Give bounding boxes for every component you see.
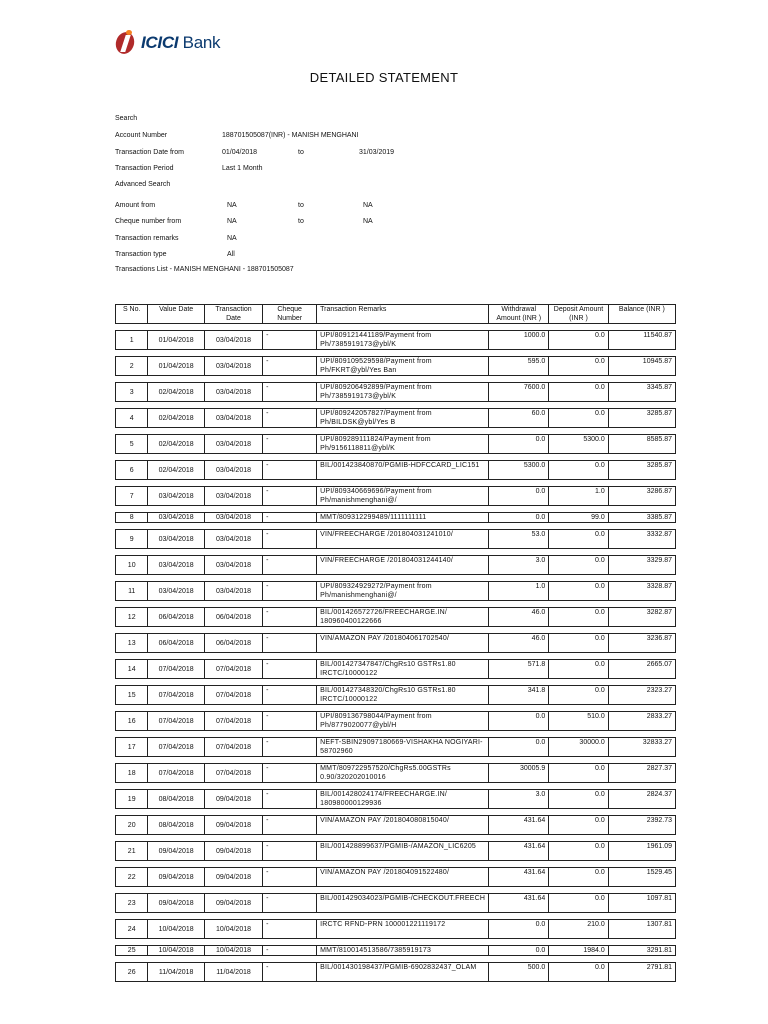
cell-balance: 3332.87 [609, 529, 676, 549]
cell-cheque-number: - [263, 512, 317, 523]
cell-balance: 2665.07 [609, 659, 676, 679]
cell-sno: 14 [115, 659, 148, 679]
cell-remarks: BIL/001426572726/FREECHARGE.IN/ 180960400122666 [317, 607, 489, 627]
cell-withdrawal: 431.64 [489, 815, 549, 835]
cell-cheque-number: - [263, 555, 317, 575]
cell-value-date: 02/04/2018 [148, 460, 204, 480]
cell-cheque-number: - [263, 737, 317, 757]
cell-transaction-date: 03/04/2018 [205, 529, 263, 549]
cell-sno: 3 [115, 382, 148, 402]
table-row [115, 945, 676, 956]
cell-balance: 1961.09 [609, 841, 676, 861]
cell-deposit: 0.0 [549, 893, 608, 913]
cell-cheque-number: - [263, 815, 317, 835]
cell-sno: 10 [115, 555, 148, 575]
cell-balance: 3282.87 [609, 607, 676, 627]
icici-bank-logo [116, 30, 220, 56]
cell-transaction-date: 03/04/2018 [205, 555, 263, 575]
table-row [115, 893, 676, 913]
cell-transaction-date: 03/04/2018 [205, 512, 263, 523]
cell-balance: 11540.87 [609, 330, 676, 350]
cell-sno: 4 [115, 408, 148, 428]
cell-transaction-date: 03/04/2018 [205, 382, 263, 402]
cell-withdrawal: 595.0 [489, 356, 549, 376]
cell-transaction-date: 09/04/2018 [205, 815, 263, 835]
cell-value-date: 07/04/2018 [148, 685, 204, 705]
cell-transaction-date: 03/04/2018 [205, 330, 263, 350]
cell-cheque-number: - [263, 330, 317, 350]
header-remarks: Transaction Remarks [317, 304, 489, 324]
cell-transaction-date: 07/04/2018 [205, 685, 263, 705]
cell-sno: 1 [115, 330, 148, 350]
cell-balance: 1529.45 [609, 867, 676, 887]
cell-sno: 20 [115, 815, 148, 835]
cell-cheque-number: - [263, 919, 317, 939]
header-balance: Balance (INR ) [609, 304, 676, 324]
table-row [115, 408, 676, 428]
cell-remarks: MMT/809722957520/ChgRs5.00GSTRs 0.90/320202010016 [317, 763, 489, 783]
table-row [115, 486, 676, 506]
cell-sno: 21 [115, 841, 148, 861]
cell-balance: 3285.87 [609, 460, 676, 480]
table-row [115, 460, 676, 480]
cell-deposit: 0.0 [549, 382, 608, 402]
cell-value-date: 06/04/2018 [148, 607, 204, 627]
cell-sno: 17 [115, 737, 148, 757]
cell-deposit: 0.0 [549, 607, 608, 627]
cell-sno: 8 [115, 512, 148, 523]
cell-remarks: VIN/AMAZON PAY /201804091522480/ [317, 867, 489, 887]
cell-remarks: UPI/809242057827/Payment from Ph/BILDSK@ybl/Yes B [317, 408, 489, 428]
table-row [115, 512, 676, 523]
account-label: Account Number [115, 132, 168, 139]
table-row [115, 919, 676, 939]
table-row [115, 382, 676, 402]
cell-transaction-date: 09/04/2018 [205, 867, 263, 887]
cell-deposit: 0.0 [549, 356, 608, 376]
cell-withdrawal: 431.64 [489, 893, 549, 913]
cell-withdrawal: 7600.0 [489, 382, 549, 402]
cell-sno: 13 [115, 633, 148, 653]
cell-cheque-number: - [263, 763, 317, 783]
cell-transaction-date: 03/04/2018 [205, 434, 263, 454]
cell-withdrawal: 341.8 [489, 685, 549, 705]
cell-balance: 3345.87 [609, 382, 676, 402]
cell-value-date: 10/04/2018 [148, 919, 204, 939]
cell-sno: 16 [115, 711, 148, 731]
cell-transaction-date: 07/04/2018 [205, 659, 263, 679]
cell-cheque-number: - [263, 685, 317, 705]
date-to-label: to [298, 149, 304, 156]
cell-sno: 11 [115, 581, 148, 601]
cell-remarks: BIL/001429034023/PGMIB-/CHECKOUT.FREECH [317, 893, 489, 913]
cell-deposit: 0.0 [549, 529, 608, 549]
date-from-label: Transaction Date from [115, 149, 184, 156]
table-row [115, 529, 676, 549]
cell-balance: 2791.81 [609, 962, 676, 982]
cell-sno: 19 [115, 789, 148, 809]
cell-value-date: 09/04/2018 [148, 867, 204, 887]
period-label: Transaction Period [115, 165, 174, 172]
cell-cheque-number: - [263, 711, 317, 731]
cell-remarks: BIL/001427347847/ChgRs10 GSTRs1.80 IRCTC/10000122 [317, 659, 489, 679]
search-label: Search [115, 115, 138, 122]
cell-remarks: BIL/001428024174/FREECHARGE.IN/ 180980000129936 [317, 789, 489, 809]
cell-withdrawal: 53.0 [489, 529, 549, 549]
header-value-date: Value Date [148, 304, 204, 324]
cell-remarks: BIL/001428899637/PGMIB-/AMAZON_LIC6205 [317, 841, 489, 861]
cell-sno: 5 [115, 434, 148, 454]
cell-value-date: 07/04/2018 [148, 659, 204, 679]
header-deposit: Deposit Amount (INR ) [549, 304, 608, 324]
cheque-from-label: Cheque number from [115, 218, 182, 225]
amount-from-value: NA [227, 202, 237, 209]
cell-value-date: 03/04/2018 [148, 486, 204, 506]
cell-withdrawal: 0.0 [489, 919, 549, 939]
cell-deposit: 0.0 [549, 408, 608, 428]
cell-cheque-number: - [263, 633, 317, 653]
cell-transaction-date: 03/04/2018 [205, 408, 263, 428]
cell-transaction-date: 07/04/2018 [205, 711, 263, 731]
cell-remarks: MMT/809312299489/1111111111 [317, 512, 489, 523]
cell-remarks: NEFT-SBIN29097180669-VISHAKHA NOGIYARI-58702960 [317, 737, 489, 757]
advanced-search-label: Advanced Search [115, 181, 171, 188]
cell-transaction-date: 07/04/2018 [205, 763, 263, 783]
cell-cheque-number: - [263, 607, 317, 627]
type-value: All [227, 251, 235, 258]
cheque-to-label: to [298, 218, 304, 225]
cell-deposit: 99.0 [549, 512, 608, 523]
cell-remarks: UPI/809206492899/Payment from Ph/7385919173@ybl/K [317, 382, 489, 402]
cell-withdrawal: 431.64 [489, 867, 549, 887]
cell-value-date: 11/04/2018 [148, 962, 204, 982]
table-row [115, 962, 676, 982]
cell-sno: 15 [115, 685, 148, 705]
date-to-value: 31/03/2019 [359, 149, 395, 156]
header-cheque-number: Cheque Number [263, 304, 317, 324]
cell-value-date: 07/04/2018 [148, 763, 204, 783]
cell-deposit: 0.0 [549, 815, 608, 835]
cell-balance: 3285.87 [609, 408, 676, 428]
cell-sno: 24 [115, 919, 148, 939]
cell-value-date: 03/04/2018 [148, 512, 204, 523]
cell-balance: 2833.27 [609, 711, 676, 731]
table-row [115, 659, 676, 679]
cell-balance: 3236.87 [609, 633, 676, 653]
cell-remarks: UPI/809121441189/Payment from Ph/7385919173@ybl/K [317, 330, 489, 350]
cell-transaction-date: 09/04/2018 [205, 893, 263, 913]
table-row [115, 763, 676, 783]
cell-remarks: UPI/809289111824/Payment from Ph/9156118811@ybl/K [317, 434, 489, 454]
header-withdrawal: Withdrawal Amount (INR ) [489, 304, 549, 324]
cell-transaction-date: 06/04/2018 [205, 633, 263, 653]
cell-value-date: 09/04/2018 [148, 841, 204, 861]
cell-cheque-number: - [263, 529, 317, 549]
cell-remarks: UPI/809136798044/Payment from Ph/8779020077@ybl/H [317, 711, 489, 731]
cell-balance: 32833.27 [609, 737, 676, 757]
cell-sno: 12 [115, 607, 148, 627]
cell-value-date: 09/04/2018 [148, 893, 204, 913]
cell-transaction-date: 03/04/2018 [205, 460, 263, 480]
cell-remarks: VIN/FREECHARGE /201804031241010/ [317, 529, 489, 549]
date-from-value: 01/04/2018 [222, 149, 258, 156]
table-row [115, 789, 676, 809]
cell-withdrawal: 1000.0 [489, 330, 549, 350]
cheque-to-value: NA [363, 218, 373, 225]
table-row [115, 633, 676, 653]
cell-value-date: 10/04/2018 [148, 945, 204, 956]
cell-cheque-number: - [263, 382, 317, 402]
cell-remarks: MMT/810014513586/7385919173 [317, 945, 489, 956]
cell-remarks: UPI/809324929272/Payment from Ph/manishmenghani@/ [317, 581, 489, 601]
table-row [115, 867, 676, 887]
cell-withdrawal: 30005.9 [489, 763, 549, 783]
cell-withdrawal: 571.8 [489, 659, 549, 679]
cell-withdrawal: 60.0 [489, 408, 549, 428]
cell-deposit: 0.0 [549, 581, 608, 601]
cell-withdrawal: 0.0 [489, 945, 549, 956]
account-value: 188701505087(INR) - MANISH MENGHANI [222, 132, 359, 139]
table-row [115, 330, 676, 350]
period-value: Last 1 Month [222, 165, 263, 172]
cell-sno: 22 [115, 867, 148, 887]
table-row [115, 815, 676, 835]
cell-cheque-number: - [263, 789, 317, 809]
cell-cheque-number: - [263, 460, 317, 480]
remarks-label: Transaction remarks [115, 235, 179, 242]
cell-remarks: BIL/001427348320/ChgRs10 GSTRs1.80 IRCTC/10000122 [317, 685, 489, 705]
remarks-value: NA [227, 235, 237, 242]
cell-withdrawal: 500.0 [489, 962, 549, 982]
cell-balance: 10945.87 [609, 356, 676, 376]
cell-withdrawal: 46.0 [489, 633, 549, 653]
cell-deposit: 1984.0 [549, 945, 608, 956]
cell-deposit: 5300.0 [549, 434, 608, 454]
cell-sno: 6 [115, 460, 148, 480]
table-row [115, 581, 676, 601]
header-transaction-date: Transaction Date [205, 304, 263, 324]
cell-value-date: 07/04/2018 [148, 711, 204, 731]
cell-cheque-number: - [263, 841, 317, 861]
transactions-table [115, 298, 676, 988]
cell-deposit: 0.0 [549, 460, 608, 480]
cell-sno: 23 [115, 893, 148, 913]
cell-deposit: 0.0 [549, 789, 608, 809]
cell-balance: 3328.87 [609, 581, 676, 601]
cell-withdrawal: 3.0 [489, 555, 549, 575]
cell-cheque-number: - [263, 408, 317, 428]
amount-to-value: NA [363, 202, 373, 209]
cell-withdrawal: 0.0 [489, 737, 549, 757]
cell-value-date: 08/04/2018 [148, 789, 204, 809]
cheque-from-value: NA [227, 218, 237, 225]
table-row [115, 841, 676, 861]
cell-balance: 2824.37 [609, 789, 676, 809]
icici-logo-icon [116, 30, 138, 56]
cell-value-date: 03/04/2018 [148, 529, 204, 549]
cell-transaction-date: 03/04/2018 [205, 486, 263, 506]
cell-withdrawal: 1.0 [489, 581, 549, 601]
cell-value-date: 02/04/2018 [148, 408, 204, 428]
cell-deposit: 210.0 [549, 919, 608, 939]
cell-balance: 3385.87 [609, 512, 676, 523]
header-sno: S No. [115, 304, 148, 324]
cell-remarks: BIL/001423840870/PGMIB-HDFCCARD_LIC151 [317, 460, 489, 480]
cell-cheque-number: - [263, 962, 317, 982]
cell-transaction-date: 03/04/2018 [205, 356, 263, 376]
cell-cheque-number: - [263, 486, 317, 506]
table-row [115, 434, 676, 454]
cell-value-date: 03/04/2018 [148, 555, 204, 575]
cell-value-date: 03/04/2018 [148, 581, 204, 601]
brand-name: ICICI Bank [141, 33, 221, 52]
table-row [115, 737, 676, 757]
cell-remarks: VIN/AMAZON PAY /201804080815040/ [317, 815, 489, 835]
cell-balance: 1307.81 [609, 919, 676, 939]
cell-value-date: 06/04/2018 [148, 633, 204, 653]
cell-deposit: 1.0 [549, 486, 608, 506]
cell-withdrawal: 431.64 [489, 841, 549, 861]
cell-deposit: 0.0 [549, 867, 608, 887]
cell-transaction-date: 10/04/2018 [205, 919, 263, 939]
cell-sno: 9 [115, 529, 148, 549]
cell-balance: 3286.87 [609, 486, 676, 506]
table-row [115, 607, 676, 627]
cell-withdrawal: 46.0 [489, 607, 549, 627]
cell-balance: 2323.27 [609, 685, 676, 705]
cell-deposit: 0.0 [549, 555, 608, 575]
transactions-list-title: Transactions List - MANISH MENGHANI - 188701505087 [115, 266, 294, 273]
cell-deposit: 30000.0 [549, 737, 608, 757]
cell-cheque-number: - [263, 434, 317, 454]
cell-deposit: 0.0 [549, 962, 608, 982]
cell-transaction-date: 07/04/2018 [205, 737, 263, 757]
cell-withdrawal: 5300.0 [489, 460, 549, 480]
table-row [115, 685, 676, 705]
cell-transaction-date: 03/04/2018 [205, 581, 263, 601]
cell-value-date: 01/04/2018 [148, 330, 204, 350]
cell-withdrawal: 0.0 [489, 486, 549, 506]
cell-value-date: 02/04/2018 [148, 382, 204, 402]
table-header-row [115, 304, 676, 324]
cell-withdrawal: 0.0 [489, 711, 549, 731]
cell-cheque-number: - [263, 659, 317, 679]
cell-balance: 2827.37 [609, 763, 676, 783]
cell-remarks: UPI/809109529598/Payment from Ph/FKRT@ybl/Yes Ban [317, 356, 489, 376]
cell-remarks: BIL/001430198437/PGMIB-6902832437_OLAM [317, 962, 489, 982]
cell-transaction-date: 06/04/2018 [205, 607, 263, 627]
cell-cheque-number: - [263, 867, 317, 887]
cell-withdrawal: 0.0 [489, 434, 549, 454]
cell-sno: 7 [115, 486, 148, 506]
amount-from-label: Amount from [115, 202, 156, 209]
cell-sno: 2 [115, 356, 148, 376]
cell-value-date: 08/04/2018 [148, 815, 204, 835]
table-row [115, 711, 676, 731]
cell-balance: 3291.81 [609, 945, 676, 956]
type-label: Transaction type [115, 251, 167, 258]
cell-remarks: VIN/FREECHARGE /201804031244140/ [317, 555, 489, 575]
cell-value-date: 01/04/2018 [148, 356, 204, 376]
cell-withdrawal: 3.0 [489, 789, 549, 809]
cell-deposit: 0.0 [549, 659, 608, 679]
cell-balance: 1097.81 [609, 893, 676, 913]
table-row [115, 555, 676, 575]
cell-sno: 18 [115, 763, 148, 783]
cell-deposit: 0.0 [549, 685, 608, 705]
cell-withdrawal: 0.0 [489, 512, 549, 523]
cell-cheque-number: - [263, 581, 317, 601]
page-title: DETAILED STATEMENT [309, 70, 459, 85]
cell-balance: 8585.87 [609, 434, 676, 454]
cell-cheque-number: - [263, 356, 317, 376]
cell-deposit: 0.0 [549, 763, 608, 783]
cell-remarks: UPI/809340669696/Payment from Ph/manishmenghani@/ [317, 486, 489, 506]
cell-cheque-number: - [263, 893, 317, 913]
cell-balance: 2392.73 [609, 815, 676, 835]
amount-to-label: to [298, 202, 304, 209]
cell-transaction-date: 09/04/2018 [205, 789, 263, 809]
cell-value-date: 07/04/2018 [148, 737, 204, 757]
cell-transaction-date: 10/04/2018 [205, 945, 263, 956]
cell-deposit: 510.0 [549, 711, 608, 731]
cell-remarks: IRCTC RFND-PRN 100001221119172 [317, 919, 489, 939]
cell-deposit: 0.0 [549, 841, 608, 861]
cell-deposit: 0.0 [549, 633, 608, 653]
cell-transaction-date: 11/04/2018 [205, 962, 263, 982]
cell-remarks: VIN/AMAZON PAY /201804061702540/ [317, 633, 489, 653]
cell-transaction-date: 09/04/2018 [205, 841, 263, 861]
cell-sno: 26 [115, 962, 148, 982]
cell-cheque-number: - [263, 945, 317, 956]
cell-balance: 3329.87 [609, 555, 676, 575]
cell-deposit: 0.0 [549, 330, 608, 350]
cell-value-date: 02/04/2018 [148, 434, 204, 454]
cell-sno: 25 [115, 945, 148, 956]
table-row [115, 356, 676, 376]
